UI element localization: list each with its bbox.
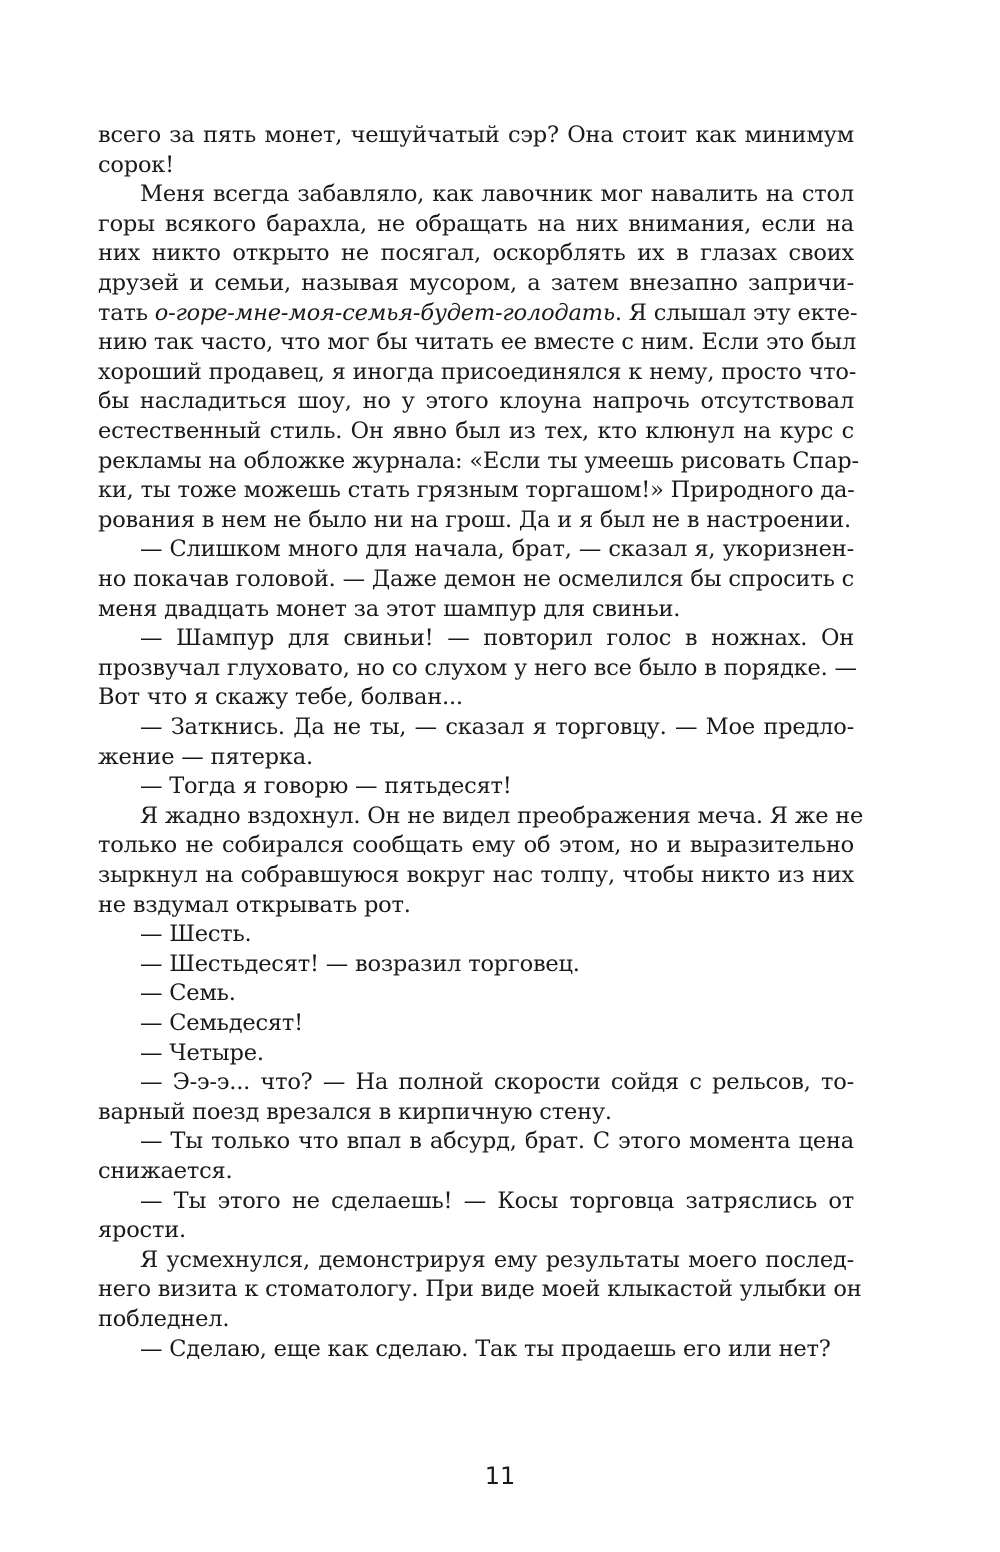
text-line: хороший продавец, я иногда присоединялся к нему, просто что- <box>98 358 857 385</box>
text-line <box>98 298 858 328</box>
text-line: — Тогда я говорю — пятьдесят! <box>140 773 512 800</box>
text-line: естественный стиль. Он явно был из тех, кто клюнул на курс с <box>98 418 854 444</box>
text-line: не вздумал открывать рот. <box>98 891 411 918</box>
text-segment: тать <box>98 299 155 326</box>
text-line: но покачав головой. — Даже демон не осмелился бы спросить с <box>98 566 854 592</box>
text-line: — Семьдесят! <box>140 1010 303 1036</box>
text-line: — Сделаю, еще как сделаю. Так ты продаешь его или нет? <box>140 1335 831 1362</box>
page-number: 11 <box>484 1462 516 1490</box>
text-line: сорок! <box>98 151 175 178</box>
text-line: Вот что я скажу тебе, болван... <box>98 684 463 711</box>
text-line: снижается. <box>98 1158 233 1184</box>
text-line: горы всякого барахла, не обращать на них внимания, если на <box>98 210 854 237</box>
text-line: зыркнул на собравшуюся вокруг нас толпу, чтобы никто из них <box>98 862 854 888</box>
text-line: них никто открыто не посягал, оскорблять их в глазах своих <box>98 240 854 267</box>
text-line: — Заткнись. Да не ты, — сказал я торговцу. — Мое предло- <box>140 714 854 740</box>
text-line: ярости. <box>98 1217 186 1244</box>
text-line: — Шампур для свиньи! — повторил голос в ножнах. Он <box>140 625 854 652</box>
text-line: Я усмехнулся, демонстрируя ему результаты моего послед- <box>140 1246 854 1273</box>
text-line: ки, ты тоже можешь стать грязным торгашом!» Природного да- <box>98 477 855 504</box>
text-line: — Слишком много для начала, брат, — сказал я, укоризнен- <box>140 536 854 563</box>
text-line: — Э-э-э... что? — На полной скорости сойдя с рельсов, то- <box>140 1069 854 1096</box>
text-line: Меня всегда забавляло, как лавочник мог навалить на стол <box>140 181 854 208</box>
text-line: — Шестьдесят! — возразил торговец. <box>140 950 580 977</box>
text-line: нию так часто, что мог бы читать ее вместе с ним. Если это был <box>98 329 857 356</box>
text-line: — Ты только что впал в абсурд, брат. С этого момента цена <box>140 1128 854 1155</box>
text-line: — Ты этого не сделаешь! — Косы торговца затряслись от <box>140 1187 854 1214</box>
text-line: — Четыре. <box>140 1039 264 1066</box>
text-segment: . Я слышал эту екте- <box>614 299 858 326</box>
text-line: Я жадно вздохнул. Он не видел преображения меча. Я же не <box>140 802 864 829</box>
text-line: жение — пятерка. <box>98 743 313 770</box>
text-line: бы насладиться шоу, но у этого клоуна напрочь отсутствовал <box>98 388 854 415</box>
text-line: всего за пять монет, чешуйчатый сэр? Она стоит как минимум <box>98 122 854 148</box>
italic-phrase: о-горе-мне-моя-семья-будет-голодать <box>154 299 615 326</box>
text-line: друзей и семьи, называя мусором, а затем внезапно запричи- <box>98 270 854 296</box>
text-line: него визита к стоматологу. При виде моей клыкастой улыбки он <box>98 1276 862 1303</box>
text-line: варный поезд врезался в кирпичную стену. <box>98 1098 612 1125</box>
text-line: прозвучал глуховато, но со слухом у него все было в порядке. — <box>98 654 857 681</box>
text-line: побледнел. <box>98 1306 230 1332</box>
text-line: только не собирался сообщать ему об этом, но и выразительно <box>98 832 854 859</box>
text-line: рования в нем не было ни на грош. Да и я был не в настроении. <box>98 506 851 533</box>
text-line: — Шесть. <box>140 921 252 948</box>
text-line: рекламы на обложке журнала: «Если ты умеешь рисовать Спар- <box>98 447 859 474</box>
text-line: — Семь. <box>140 980 236 1007</box>
text-line: меня двадцать монет за этот шампур для свиньи. <box>98 595 681 622</box>
